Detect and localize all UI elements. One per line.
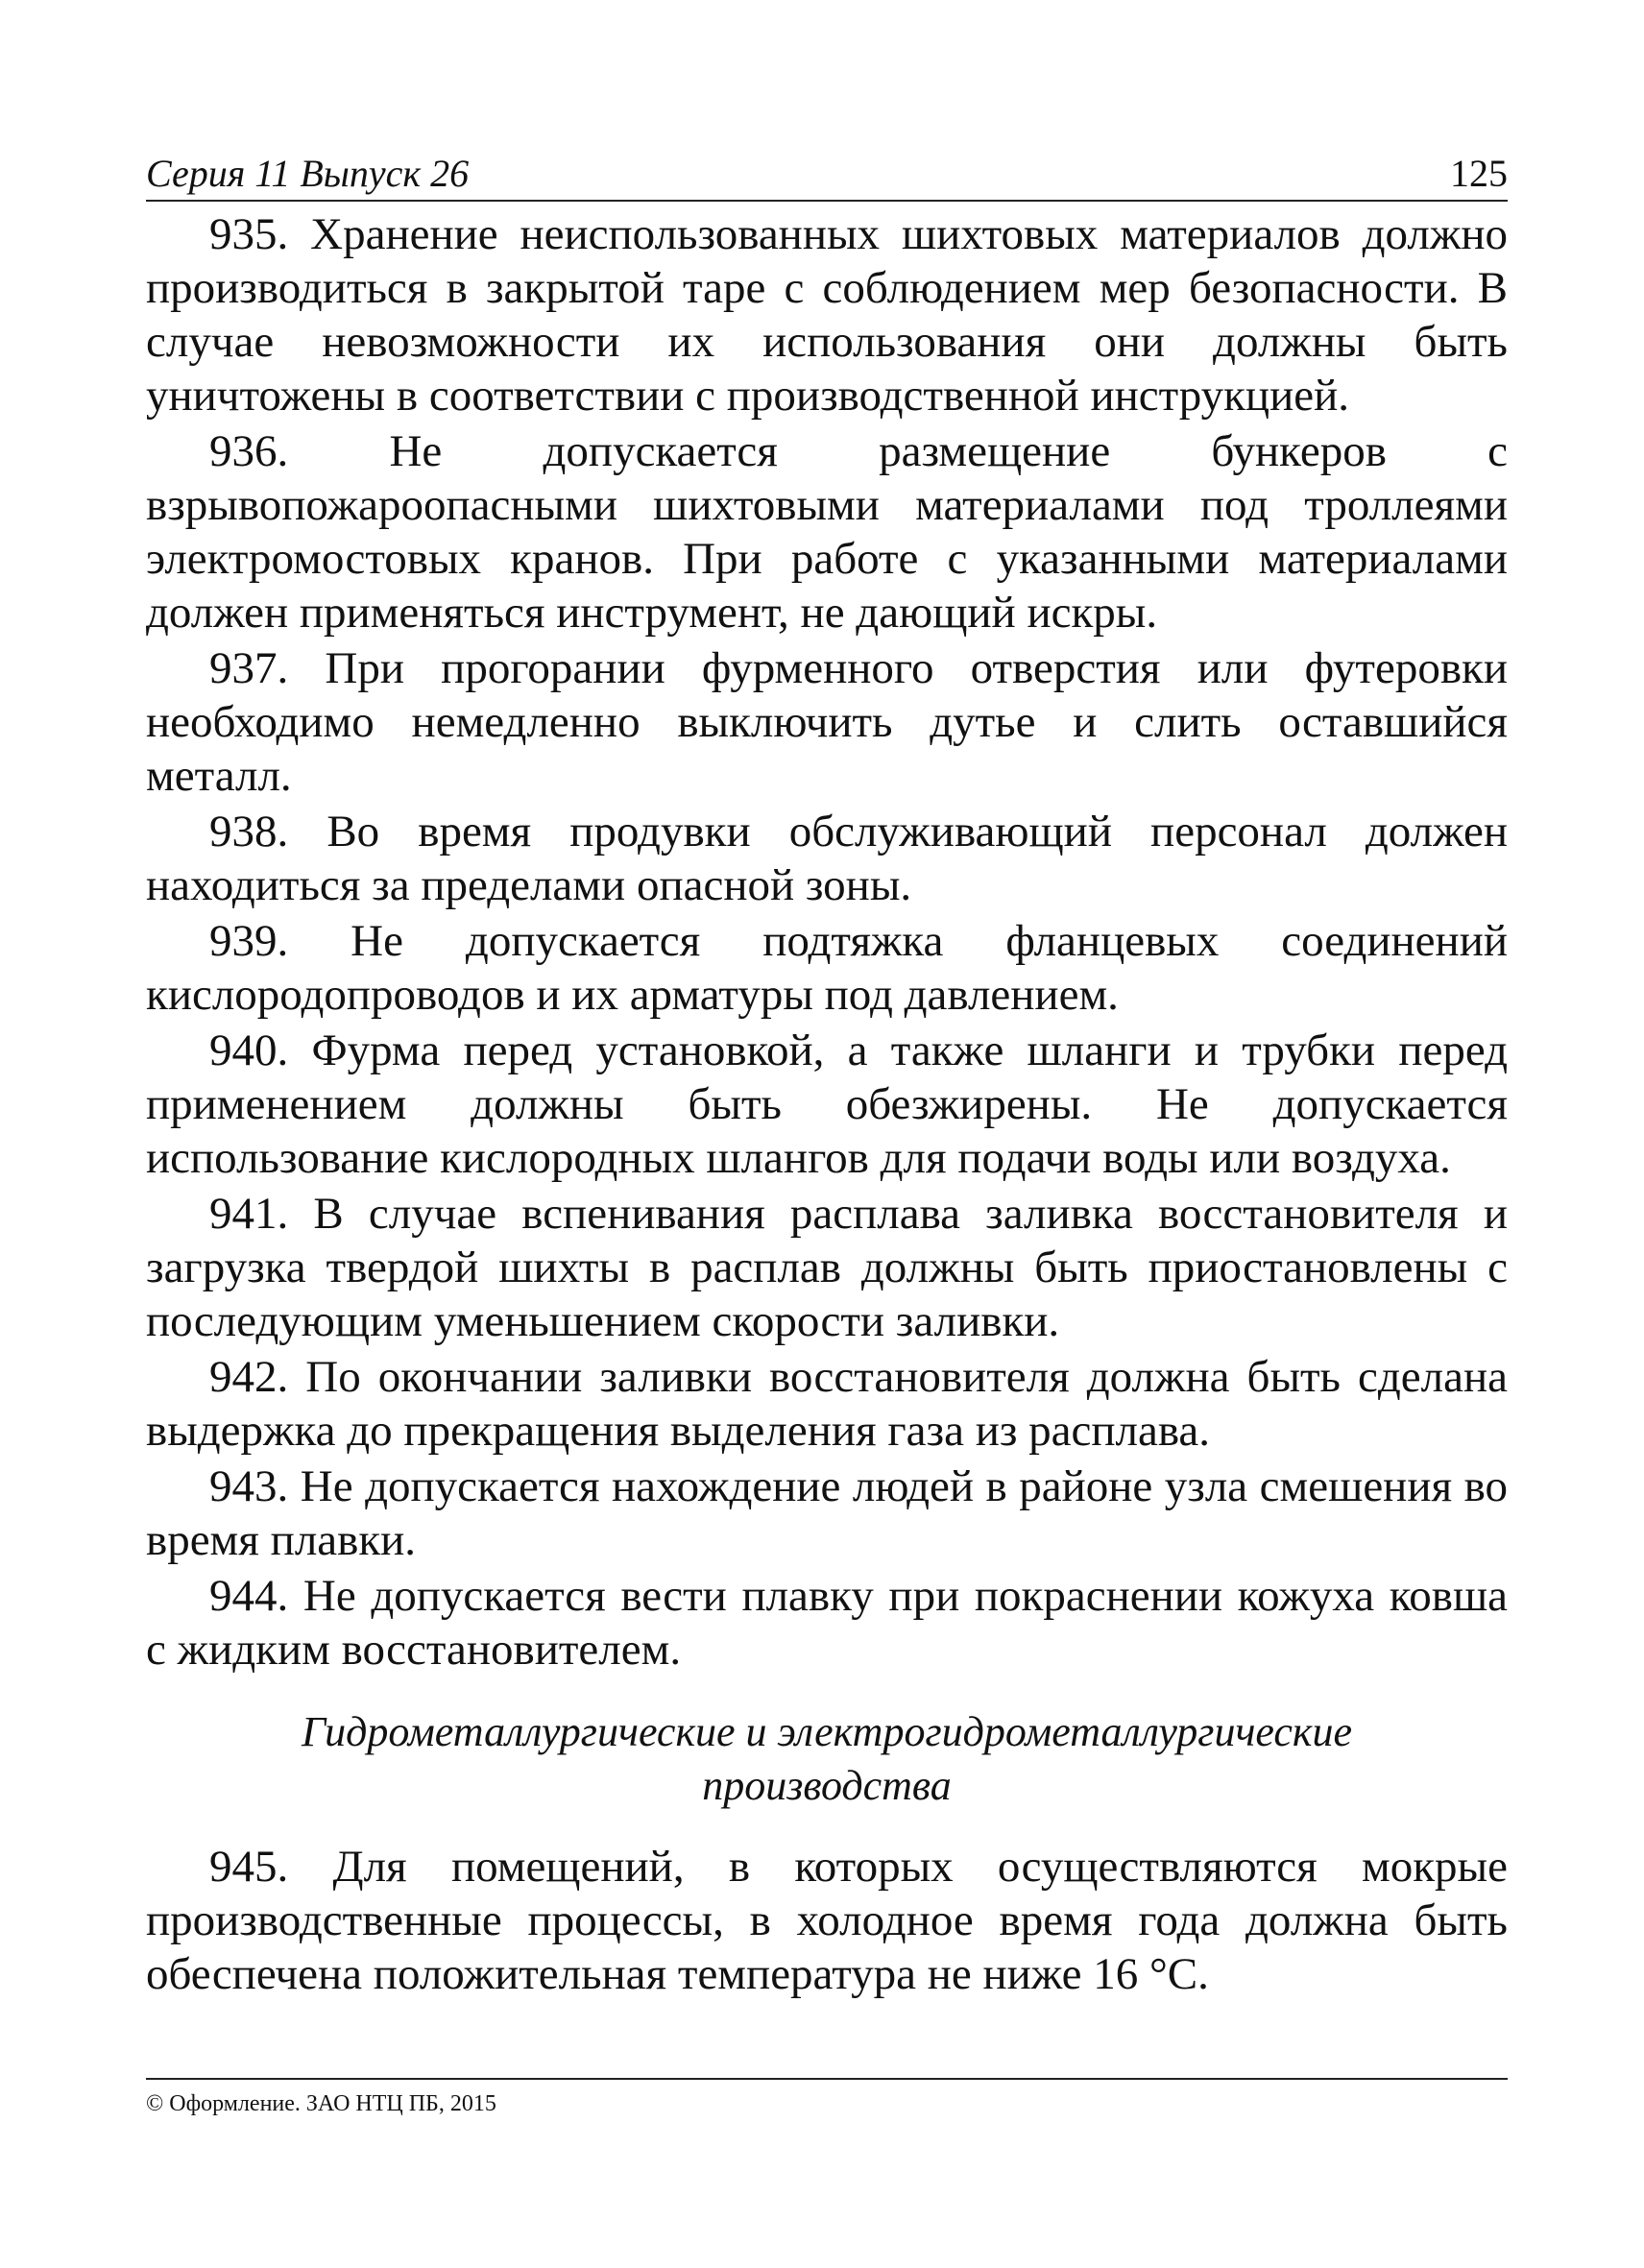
paragraph-937: 937. При прогорании фурменного отверстия или футеровки необходимо немедленно выключить дутье и слить оставшийся металл.	[146, 643, 1508, 801]
section-heading: Гидрометаллургические и электрогидрометаллургические производства	[301, 1708, 1353, 1809]
running-header	[146, 144, 1508, 202]
paragraph-940: 940. Фурма перед установкой, а также шланги и трубки перед применением должны быть обезжирены. Не допускается использование кислородных шлангов для подачи воды или воздуха.	[146, 1025, 1508, 1183]
paragraph-944: 944. Не допускается вести плавку при покраснении кожуха ковша с жидким восстановителем.	[146, 1571, 1508, 1675]
body-text	[146, 207, 1508, 2001]
copyright-notice: © Оформление. ЗАО НТЦ ПБ, 2015	[146, 2091, 496, 2116]
paragraph-945: 945. Для помещений, в которых осуществляются мокрые производственные процессы, в холодное время года должна быть обеспечена положительная температура не ниже 16 °С.	[146, 1842, 1508, 1999]
paragraph-942: 942. По окончании заливки восстановителя должна быть сделана выдержка до прекращения выделения газа из расплава.	[146, 1352, 1508, 1456]
page-footer	[146, 2078, 1508, 2118]
paragraph-935: 935. Хранение неиспользованных шихтовых материалов должно производиться в закрытой таре с соблюдением мер безопасности. В случае невозможности их использования они должны быть уничтожены в соответствии с производственной инструкцией.	[146, 209, 1508, 421]
paragraph-943: 943. Не допускается нахождение людей в районе узла смешения во время плавки.	[146, 1461, 1508, 1565]
paragraph-939: 939. Не допускается подтяжка фланцевых соединений кислородопроводов и их арматуры под давлением.	[146, 916, 1508, 1020]
paragraph-941: 941. В случае вспенивания расплава заливка восстановителя и загрузка твердой шихты в расплав должны быть приостановлены с последующим уменьшением скорости заливки.	[146, 1189, 1508, 1346]
document-page	[146, 144, 1508, 2003]
series-title: Серия 11 Выпуск 26	[146, 152, 470, 195]
paragraph-938: 938. Во время продувки обслуживающий персонал должен находиться за пределами опасной зоны.	[146, 807, 1508, 910]
paragraph-936: 936. Не допускается размещение бункеров с взрывопожароопасными шихтовыми материалами под троллеями электромостовых кранов. При работе с указанными материалами должен применяться инструмент, не дающий искры.	[146, 426, 1508, 638]
page-number: 125	[1450, 152, 1508, 195]
